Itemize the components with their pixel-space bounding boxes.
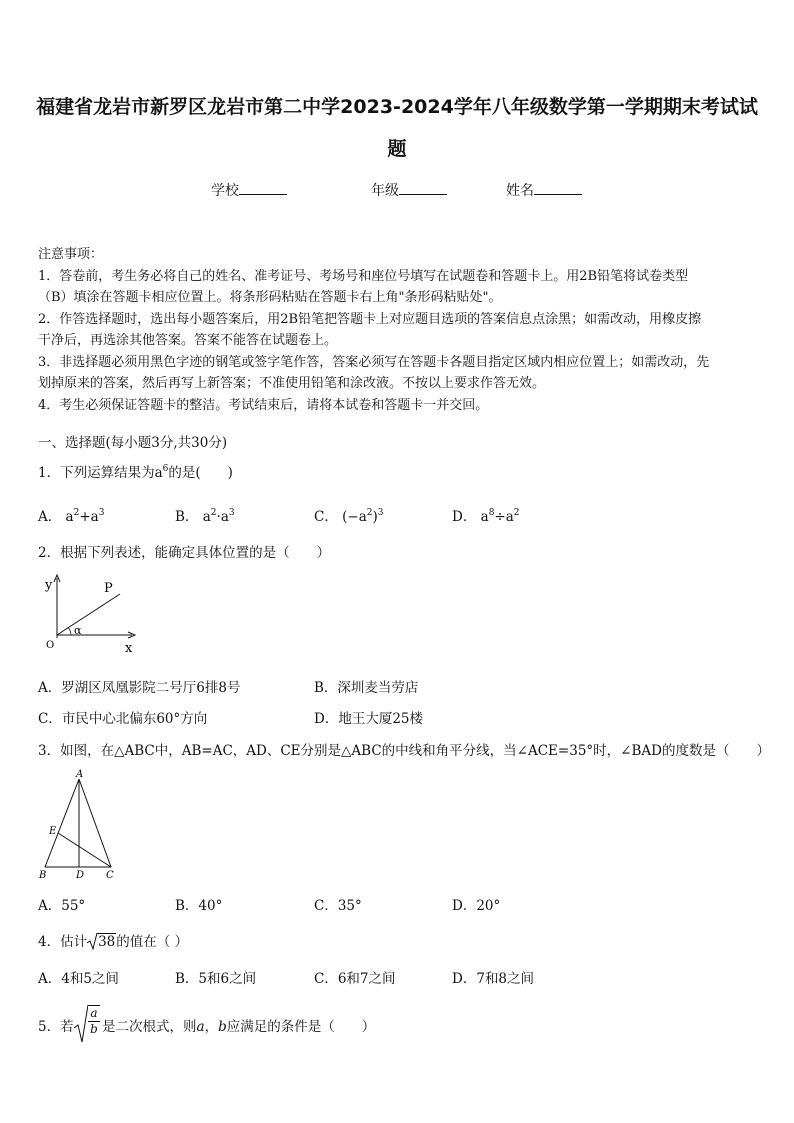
q2-coordinate-figure <box>40 572 150 654</box>
q2-option-b[interactable]: B．深圳麦当劳店 <box>314 680 419 696</box>
notes-line: 1．答卷前，考生务必将自己的姓名、准考证号、考场号和座位号填写在试题卷和答题卡上。用2B铅笔将试卷类型 <box>38 268 689 284</box>
school-label: 学校 <box>211 183 239 199</box>
notes-line: 2．作答选择题时，选出每小题答案后，用2B铅笔把答题卡上对应题目选项的答案信息点涂黑；如需改动，用橡皮擦 <box>38 311 702 327</box>
q4-option-b[interactable]: B．5和6之间 <box>175 971 257 987</box>
name-field[interactable] <box>506 180 582 200</box>
section-heading: 一、选择题(每小题3分,共30分) <box>38 435 228 451</box>
grade-label: 年级 <box>371 183 399 199</box>
question-1-stem: 1．下列运算结果为$a^6$的是( ) <box>38 464 233 481</box>
radical-sign-icon <box>74 1004 88 1044</box>
grade-blank[interactable] <box>399 180 447 195</box>
point-e-label: E <box>49 826 57 837</box>
q4-option-d[interactable]: D．7和8之间 <box>452 971 535 987</box>
point-p-label: P <box>104 581 113 596</box>
q3-option-d[interactable]: D．20° <box>452 898 501 914</box>
notes-line: 4．考生必须保证答题卡的整洁。考试结束后，请将本试卷和答题卡一并交回。 <box>38 397 489 413</box>
notes-line: 划掉原来的答案，然后再写上新答案；不准使用铅笔和涂改液。不按以上要求作答无效。 <box>38 376 546 391</box>
radical-sign-icon <box>87 932 97 950</box>
question-4-stem: 4．估计 38的值在（ ） <box>38 934 189 950</box>
notes-line: （B）填涂在答题卡相应位置上。将条形码粘贴在答题卡右上角"条形码粘贴处"。 <box>38 290 502 305</box>
q2-option-d[interactable]: D．地王大厦25楼 <box>314 711 424 727</box>
alpha-label: α <box>74 624 82 637</box>
q1-option-c[interactable]: C． $(-a^2)^3$ <box>314 508 384 525</box>
q3-option-c[interactable]: C．35° <box>314 898 362 914</box>
grade-field[interactable] <box>371 180 447 200</box>
q1-option-a[interactable]: A． $a^2+a^3$ <box>38 508 105 525</box>
notes-header: 注意事项： <box>38 247 104 262</box>
q3-option-b[interactable]: B．40° <box>175 898 223 914</box>
notes-line: 3．非选择题必须用黑色字迹的钢笔或签字笔作答，答案必须写在答题卡各题目指定区域内相应位置上；如需改动，先 <box>38 354 710 370</box>
q4-option-a[interactable]: A．4和5之间 <box>38 971 119 987</box>
point-d-label: D <box>76 870 85 880</box>
y-label: y <box>45 578 53 593</box>
title-line-2: 题 <box>387 138 407 160</box>
exam-page: 福建省龙岩市新罗区龙岩市第二中学2023-2024学年八年级数学第一学期期末考试试 题 学校 年级 姓名 注意事项： 1．答卷前，考生务必将自己的姓名、准考证号、考场号和座位号填写在试题卷和答题卡上。用2B铅笔将试卷类型 （B）填涂在答题卡相应位置上。将条形码粘贴在答题卡右上角"条形码粘贴处"。 2．作答选择题时，选出每小题答案后，用2B铅笔把答题卡上对应题目选项的答案信息点涂黑；如需改动，用橡皮擦 干净后，再选涂其他答案。答案不能答在试题卷上。 3．非选择题必须用黑色字迹的钢笔或签字笔作答，答案必须写在答题卡各题目指定区域内相应位置上；如需改动，先 划掉原来的答案，然后再写上新答案；不准使用铅笔和涂改液。不按以上要求作答无效。 4．考生必须保证答题卡的整洁。考试结束后，请将本试卷和答题卡一并交回。 一、选择题(每小题3分,共30分) 1．下列运算结果为$a^6$的是( ) A． $a^2+a^3$ B． $a^2\cdot a^3$ C． $(-a^2)^3$ D． $a^8\div a^2$ 2．根据下列表述，能确定具体位置的是（ ） y x O P α A．罗湖区凤凰影院二号厅6排8号 B．深圳麦当劳店 C．市民中心北偏东60°方向 D．地王大厦25楼 3．如图，在△ABC中，AB=AC，AD、CE分别是△ABC的中线和角平分线，当∠ACE=35°时，∠BAD的度数是（ ） A B C D E A．55° B．40° C．35° D．20° 4．估计 38的值在（ ） A．4和5之间 B．5和6之间 C．6和7之间 D．7和8之间 5．若 a b 是二次根式，则a，b应满足的条件是（ ） <box>0 0 794 1123</box>
vertex-a-label: A <box>76 769 84 780</box>
name-label: 姓名 <box>506 183 534 199</box>
exam-title <box>30 86 764 170</box>
question-2-stem: 2．根据下列表述，能确定具体位置的是（ ） <box>38 545 331 561</box>
school-blank[interactable] <box>239 180 287 195</box>
q2-option-a[interactable]: A．罗湖区凤凰影院二号厅6排8号 <box>38 680 241 696</box>
title-line-1: 福建省龙岩市新罗区龙岩市第二中学2023-2024学年八年级数学第一学期期末考试试 <box>36 96 758 118</box>
notes-line: 干净后，再选涂其他答案。答案不能答在试题卷上。 <box>38 333 338 348</box>
bisector-ce <box>58 833 111 867</box>
angle-arc <box>68 627 71 635</box>
vertex-c-label: C <box>106 870 114 880</box>
q1-option-d[interactable]: D． $a^8\div a^2$ <box>452 508 520 525</box>
name-blank[interactable] <box>534 180 582 195</box>
q1-option-b[interactable]: B． $a^2\cdot a^3$ <box>175 508 235 525</box>
side-ac <box>79 779 111 867</box>
fraction-a-over-b: a b <box>88 1005 100 1037</box>
q3-option-a[interactable]: A．55° <box>38 898 86 914</box>
q2-option-c[interactable]: C．市民中心北偏东60°方向 <box>38 711 208 727</box>
x-label: x <box>125 641 133 654</box>
school-field[interactable] <box>211 180 287 200</box>
q4-option-c[interactable]: C．6和7之间 <box>314 971 396 987</box>
notes-section <box>38 244 758 416</box>
question-3-stem: 3．如图，在△ABC中，AB=AC，AD、CE分别是△ABC的中线和角平分线，当∠ACE=35°时，∠BAD的度数是（ ） <box>38 743 770 759</box>
origin-label: O <box>46 640 55 651</box>
side-ab <box>45 779 79 867</box>
sqrt-expression: 38 <box>87 932 116 950</box>
vertex-b-label: B <box>39 870 47 880</box>
q3-triangle-figure <box>36 766 118 880</box>
ray-op <box>57 594 120 635</box>
